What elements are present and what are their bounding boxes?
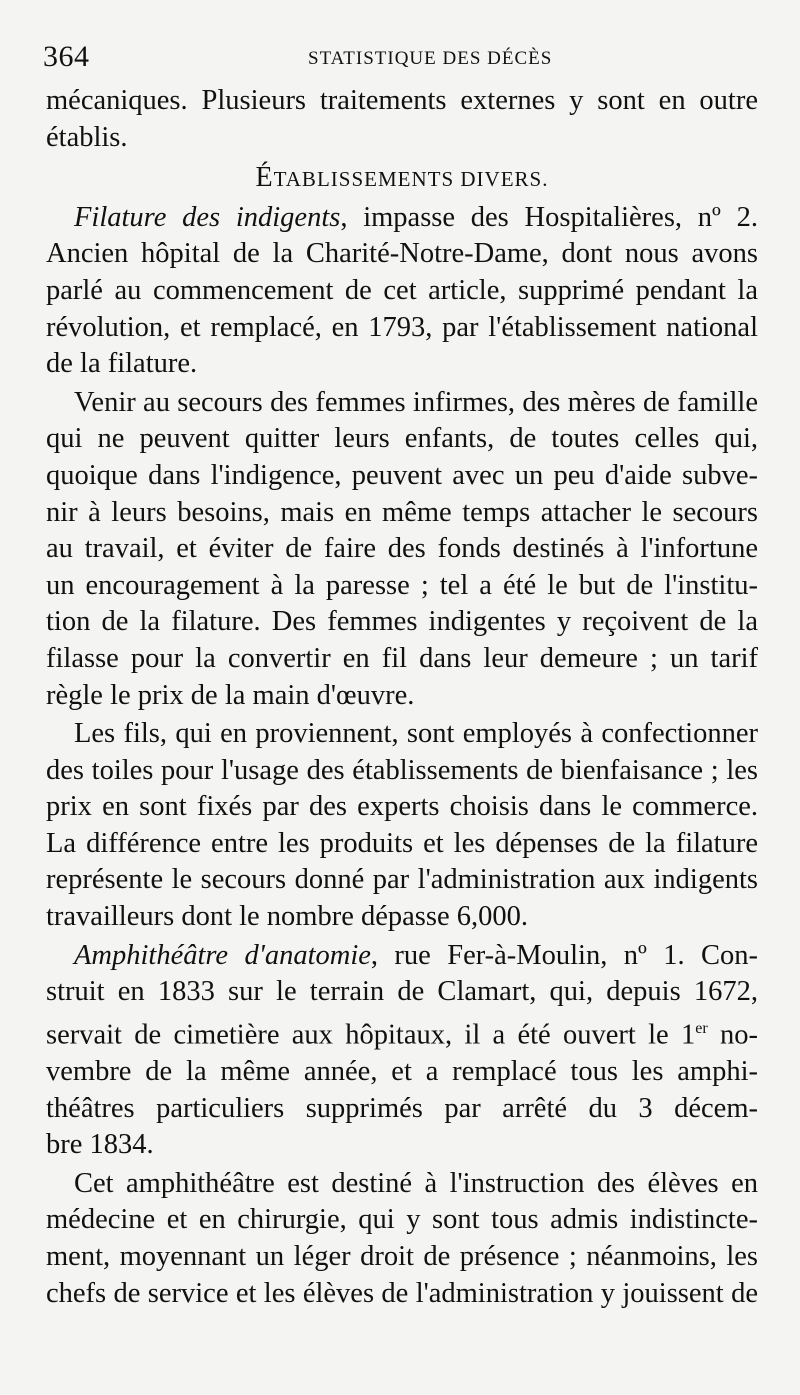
- text-line: Venir au secours des femmes infirmes, des mères de famille: [74, 386, 758, 418]
- entry-title-amphitheatre: Amphithéâtre d'anatomie: [74, 939, 371, 971]
- text-line: qui ne peuvent quitter leurs enfants, de toutes celles qui,: [46, 423, 758, 455]
- text-line: théâtres particuliers supprimés par arrêté du 3 décem-: [46, 1092, 758, 1124]
- text-line: un encouragement à la paresse ; tel a été le but de l'institu-: [46, 569, 758, 601]
- text-span: , impasse des Hospitalières, nº 2.: [340, 201, 758, 233]
- page-header: [43, 40, 755, 74]
- text-line: règle le prix de la main d'œuvre.: [46, 679, 415, 711]
- body-text: [46, 83, 758, 1312]
- text-line: des toiles pour l'usage des établissements de bienfaisance ; les: [46, 754, 758, 786]
- page-number: 364: [43, 40, 90, 73]
- text-line: La différence entre les produits et les dépenses de la filature: [46, 827, 758, 859]
- text-line: struit en 1833 sur le terrain de Clamart, qui, depuis 1672,: [46, 976, 758, 1008]
- text-line: [46, 938, 758, 975]
- heading-rest: TABLISSEMENTS DIVERS.: [273, 167, 549, 192]
- text-line: filasse pour la convertir en fil dans leur demeure ; un tarif: [46, 642, 758, 674]
- heading-initial: É: [255, 162, 274, 194]
- text-line: tion de la filature. Des femmes indigentes y reçoivent de la: [46, 606, 758, 638]
- text-line: travailleurs dont le nombre dépasse 6,000.: [46, 901, 528, 933]
- text-line: quoique dans l'indigence, peuvent avec un peu d'aide subve-: [46, 459, 758, 491]
- text-line: représente le secours donné par l'administration aux indigents: [46, 864, 758, 896]
- text-line: parlé au commencement de cet article, supprimé pendant la: [46, 274, 758, 306]
- text-line: chefs de service et les élèves de l'administration y jouissent de: [46, 1277, 758, 1309]
- text-line: vembre de la même année, et a remplacé tous les amphi-: [46, 1055, 758, 1087]
- text-line: ment, moyennant un léger droit de présence ; néanmoins, les: [46, 1240, 758, 1272]
- text-line: médecine et en chirurgie, qui y sont tous admis indistincte-: [46, 1204, 758, 1236]
- text-line: [46, 200, 758, 237]
- text-line: prix en sont fixés par des experts choisis dans le commerce.: [46, 791, 758, 823]
- text-line: Les fils, qui en proviennent, sont employés à confectionner: [74, 718, 758, 750]
- text-span: servait de cimetière aux hôpitaux, il a été ouvert le 1: [46, 1019, 696, 1051]
- text-line: de la filature.: [46, 348, 198, 380]
- superscript: er: [695, 1019, 708, 1037]
- text-line: mécaniques. Plusieurs traitements externes y sont en outre: [46, 85, 758, 116]
- text-line: au travail, et éviter de faire des fonds destinés à l'infortune: [46, 533, 758, 565]
- text-line: établis.: [46, 121, 128, 153]
- text-line: révolution, et remplacé, en 1793, par l'établissement national: [46, 311, 758, 343]
- entry-title-filature: Filature des indigents: [74, 201, 341, 233]
- text-line: [46, 1011, 758, 1054]
- section-heading: [46, 156, 758, 200]
- text-line: bre 1834.: [46, 1129, 154, 1161]
- text-line: Ancien hôpital de la Charité-Notre-Dame, dont nous avons: [46, 238, 758, 270]
- text-line: Cet amphithéâtre est destiné à l'instruction des élèves en: [74, 1167, 758, 1199]
- running-head: STATISTIQUE DES DÉCÈS: [308, 48, 553, 69]
- text-span: no-: [707, 1019, 758, 1051]
- text-span: , rue Fer-à-Moulin, nº 1. Con-: [370, 939, 758, 971]
- text-line: nir à leurs besoins, mais en même temps attacher le secours: [46, 496, 758, 528]
